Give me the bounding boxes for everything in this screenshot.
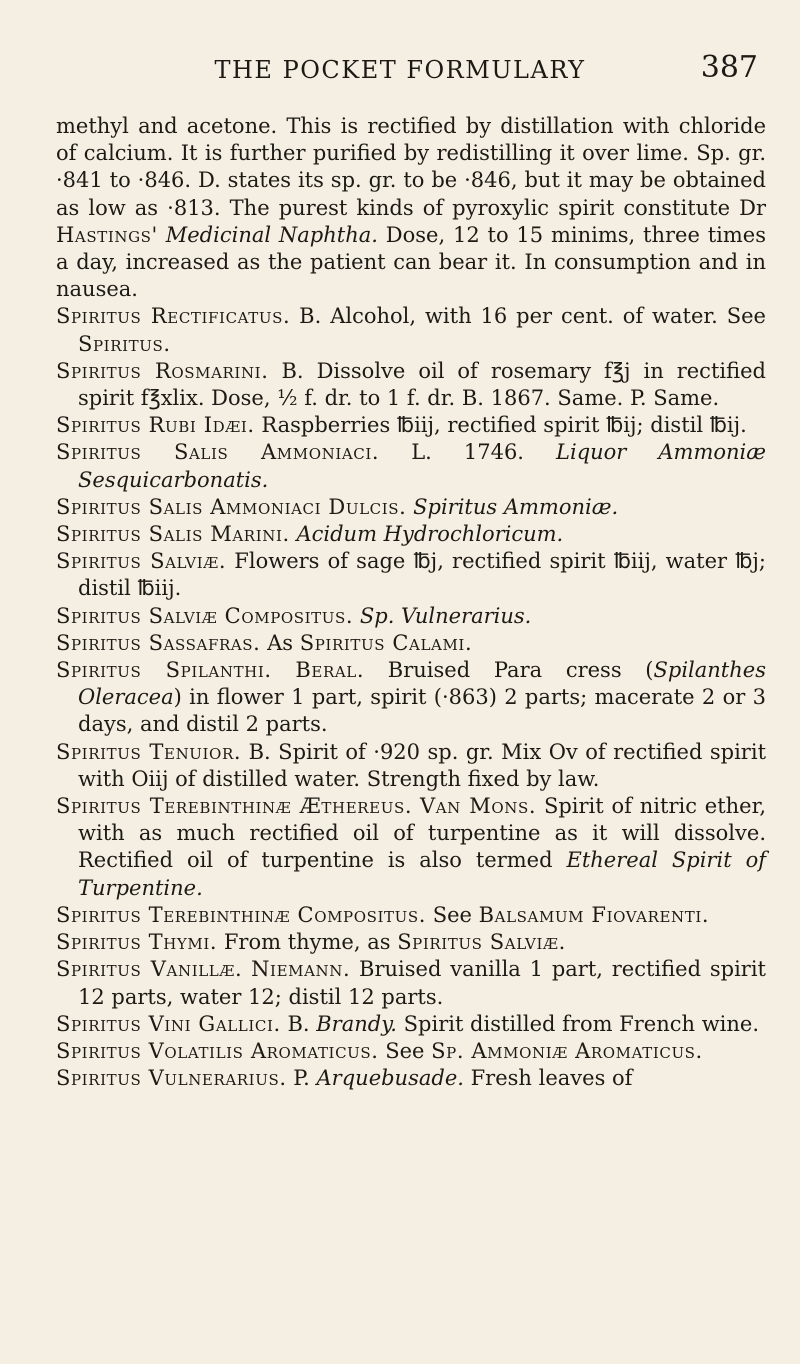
entry-reference: Spiritus Calami. xyxy=(299,630,473,655)
entry-paragraph xyxy=(56,739,766,793)
running-title: THE POCKET FORMULARY xyxy=(214,56,586,84)
entry-italic: Sp. Vulnerarius. xyxy=(359,603,532,628)
entry-headword: Spiritus Salviæ Compositus. xyxy=(56,603,354,628)
entry-italic: Acidum Hydrochloricum. xyxy=(296,522,564,547)
entry-text: Flowers of sage ℔j, rectified spirit ℔iij, water ℔j; distil ℔iij. xyxy=(78,549,766,601)
entry-paragraph xyxy=(56,793,766,902)
entry-text: Bruised Para cress ( xyxy=(364,658,654,683)
entry-headword: Spiritus Rosmarini. xyxy=(56,358,269,383)
entry-reference: Spiritus. xyxy=(78,331,171,356)
entry-headword: Spiritus Terebinthinæ Æthereus. xyxy=(56,794,413,819)
entry-list xyxy=(56,303,766,1092)
entry-headword: Spiritus Tenuior. xyxy=(56,739,242,764)
continuation-paragraph xyxy=(56,113,766,303)
continuation-text: methyl and acetone. This is rectified by distillation with chloride of calcium. It is further purified by redistilling it over lime. Sp. gr. ·841 to ·846. D. states its sp. gr. to be ·846, but it may be obtained as low as ·813. The purest kinds of pyroxylic spirit constitute Dr xyxy=(56,114,766,220)
entry-text: B. xyxy=(280,1011,317,1036)
continuation-text-end: Dose, 12 to 15 minims, three times a day, increased as the patient can bear it. In consumption and in nausea. xyxy=(56,222,766,302)
entry-headword: Spiritus Salis Ammoniaci. xyxy=(56,440,380,465)
entry-reference: Spiritus Salviæ. xyxy=(397,930,566,955)
entry-paragraph xyxy=(56,902,766,929)
entry-paragraph xyxy=(56,603,766,630)
entry-reference: Sp. Ammoniæ Aromaticus. xyxy=(431,1038,703,1063)
entry-headword: Spiritus Vulnerarius. xyxy=(56,1066,287,1091)
entry-text: See xyxy=(426,902,479,927)
entry-paragraph xyxy=(56,303,766,357)
entry-text xyxy=(412,794,420,818)
entry-italic: Ethereal Spirit of Turpentine. xyxy=(78,848,766,900)
entry-paragraph xyxy=(56,657,766,739)
entry-headword: Spiritus Vini Gallici. xyxy=(56,1011,281,1036)
page-header xyxy=(0,50,800,90)
page-number: 387 xyxy=(700,50,758,85)
continuation-name: Hastings' xyxy=(56,222,158,247)
entry-paragraph xyxy=(56,494,766,521)
entry-paragraph xyxy=(56,521,766,548)
entry-text: B. Alcohol, with 16 per cent. of water. See xyxy=(290,304,766,329)
entry-headword: Spiritus Salis Marini. xyxy=(56,522,290,547)
page-body xyxy=(56,113,766,1092)
entry-text xyxy=(242,957,251,981)
entry-text: Bruised vanilla 1 part, rectified spirit 12 parts, water 12; distil 12 parts. xyxy=(78,957,766,1009)
entry-reference: Beral. xyxy=(295,658,365,683)
entry-text: As xyxy=(260,630,300,655)
entry-paragraph xyxy=(56,1011,766,1038)
entry-paragraph xyxy=(56,548,766,602)
entry-italic: Brandy. xyxy=(316,1011,397,1036)
entry-paragraph xyxy=(56,439,766,493)
entry-paragraph xyxy=(56,630,766,657)
entry-headword: Spiritus Salviæ. xyxy=(56,549,227,574)
entry-headword: Spiritus Terebinthinæ Compositus. xyxy=(56,902,427,927)
entry-headword: Spiritus Spilanthi. xyxy=(56,658,272,683)
entry-reference: Niemann. xyxy=(251,957,351,982)
entry-headword: Spiritus Rubi Idæi. xyxy=(56,413,255,438)
entry-text: Spirit distilled from French wine. xyxy=(396,1011,760,1036)
entry-text: From thyme, as xyxy=(217,930,398,955)
entry-text: Fresh leaves of xyxy=(463,1066,633,1091)
entry-paragraph xyxy=(56,412,766,439)
entry-paragraph xyxy=(56,1038,766,1065)
continuation-emphasis: Medicinal Naphtha. xyxy=(165,222,378,247)
entry-italic: Arquebusade. xyxy=(316,1066,464,1091)
entry-paragraph xyxy=(56,1065,766,1092)
entry-headword: Spiritus Vanillæ. xyxy=(56,957,243,982)
entry-reference: Balsamum Fiovarenti. xyxy=(478,902,710,927)
entry-headword: Spiritus Rectificatus. xyxy=(56,304,291,329)
entry-paragraph xyxy=(56,929,766,956)
entry-text: P. xyxy=(286,1066,317,1091)
entry-text: B. Spirit of ·920 sp. gr. Mix Ov of rectified spirit with Oiij of distilled water. Strength fixed by law. xyxy=(78,739,767,791)
entry-reference: Van Mons. xyxy=(419,794,537,819)
entry-italic: Spiritus Ammoniæ. xyxy=(413,494,619,519)
entry-text: Raspberries ℔iij, rectified spirit ℔ij; distil ℔ij. xyxy=(254,413,747,438)
entry-paragraph xyxy=(56,358,766,412)
entry-headword: Spiritus Sassafras. xyxy=(56,630,261,655)
entry-italic: Spilanthes Oleracea xyxy=(78,658,766,710)
entry-headword: Spiritus Thymi. xyxy=(56,930,218,955)
entry-headword: Spiritus Salis Ammoniaci Dulcis. xyxy=(56,494,407,519)
entry-text: See xyxy=(378,1038,432,1063)
entry-text xyxy=(272,658,296,682)
entry-text: Spirit of nitric ether, with as much rectified oil of turpentine as it will dissolve. Rectified oil of turpentine is also termed xyxy=(78,794,766,873)
entry-paragraph xyxy=(56,956,766,1010)
entry-italic: Liquor Ammoniæ Sesquicarbonatis. xyxy=(78,440,766,492)
entry-text: L. 1746. xyxy=(379,440,557,465)
entry-text: B. Dissolve oil of rosemary f℥j in rectified spirit f℥xlix. Dose, ½ f. dr. to 1 f. dr. B. 1867. Same. P. Same. xyxy=(78,358,766,411)
entry-text: ) in flower 1 part, spirit (·863) 2 parts; macerate 2 or 3 days, and distil 2 parts. xyxy=(78,685,766,737)
entry-text xyxy=(353,604,360,628)
entry-headword: Spiritus Volatilis Aromaticus. xyxy=(56,1038,379,1063)
